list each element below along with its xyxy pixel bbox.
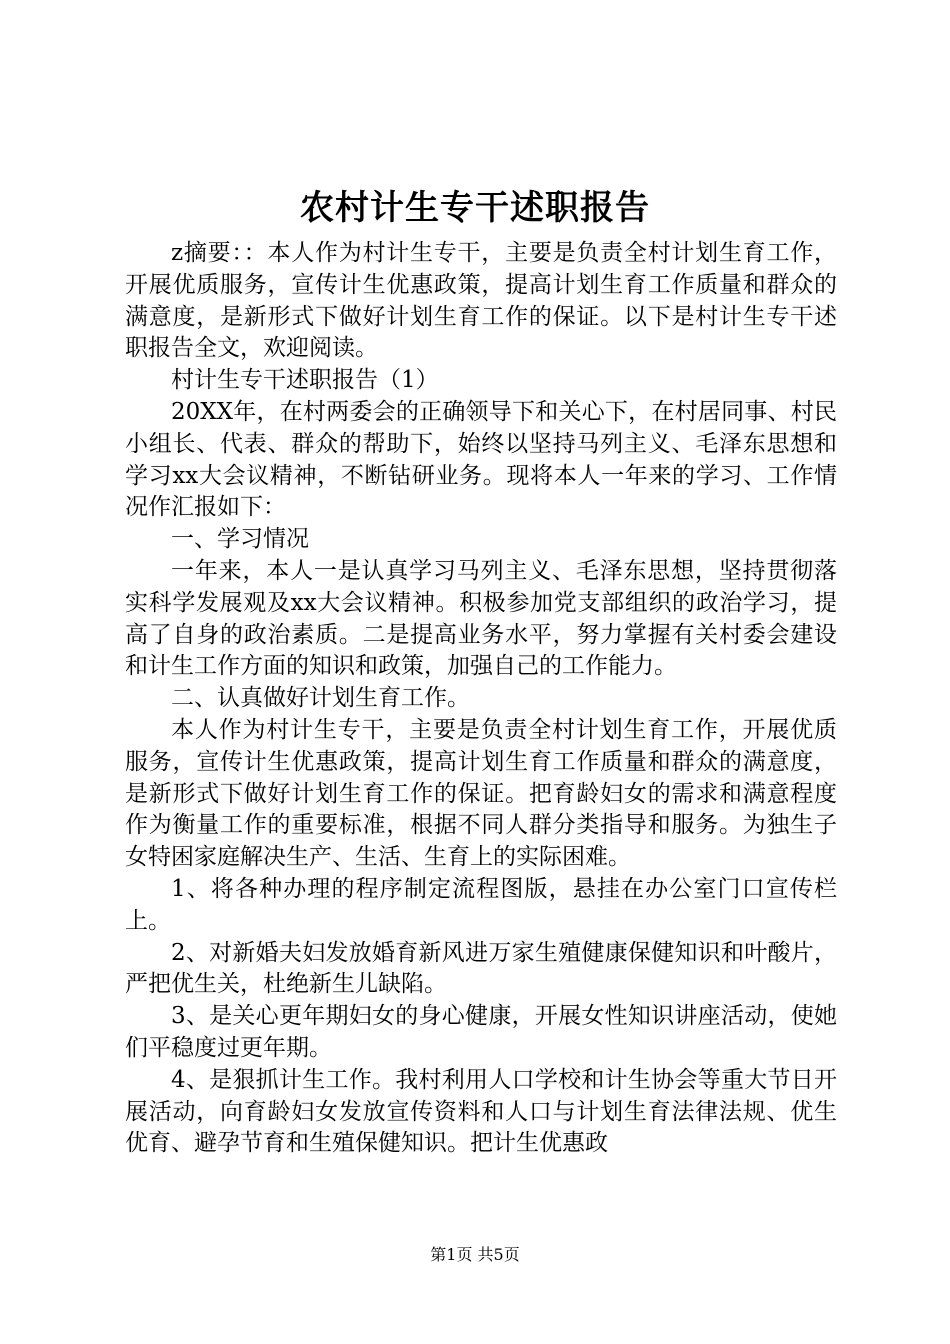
list-item-2: 2、对新婚夫妇发放婚育新风进万家生殖健康保健知识和叶酸片，严把优生关，杜绝新生儿缺陷。: [125, 939, 837, 998]
list-item-4: 4、是狠抓计生工作。我村利用人口学校和计生协会等重大节日开展活动，向育龄妇女发放宣传资料和人口与计划生育法律法规、优生优育、避孕节育和生殖保健知识。把计生优惠政: [125, 1066, 837, 1157]
section-heading-study: 一、学习情况: [171, 526, 309, 553]
document-body: [125, 238, 837, 1160]
document-title: 农村计生专干述职报告: [300, 188, 650, 228]
paragraph-intro: 20XX年，在村两委会的正确领导下和关心下，在村居同事、村民小组长、代表、群众的帮助下，始终以坚持马列主义、毛泽东思想和学习xx大会议精神，不断钻研业务。现将本人一年来的学习、工作情况作汇报如下：: [125, 398, 837, 521]
paragraph-family-planning: 本人作为村计生专干，主要是负责全村计划生育工作，开展优质服务，宣传计生优惠政策，提高计划生育工作质量和群众的满意度，是新形式下做好计划生育工作的保证。把育龄妇女的需求和满意程度作为衡量工作的重要标准，根据不同人群分类指导和服务。为独生子女特困家庭解决生产、生活、生育上的实际困难。: [125, 716, 837, 871]
paragraph-subtitle: 村计生专干述职报告（1）: [171, 367, 439, 394]
paragraph-abstract: z摘要：：本人作为村计生专干，主要是负责全村计划生育工作，开展优质服务，宣传计生优惠政策，提高计划生育工作质量和群众的满意度，是新形式下做好计划生育工作的保证。以下是村计生专干述职报告全文，欢迎阅读。: [125, 240, 837, 362]
section-heading-family-planning: 二、认真做好计划生育工作。: [171, 685, 470, 712]
list-item-1: 1、将各种办理的程序制定流程图版，悬挂在办公室门口宣传栏上。: [125, 875, 837, 934]
list-item-3: 3、是关心更年期妇女的身心健康，开展女性知识讲座活动，使她们平稳度过更年期。: [125, 1003, 837, 1061]
page-footer: 第1页 共5页: [430, 1245, 520, 1264]
paragraph-study: 一年来，本人一是认真学习马列主义、毛泽东思想，坚持贯彻落实科学发展观及xx大会议精神。积极参加党支部组织的政治学习，提高了自身的政治素质。二是提高业务水平，努力掌握有关村委会建设和计生工作方面的知识和政策，加强自己的工作能力。: [125, 557, 837, 680]
